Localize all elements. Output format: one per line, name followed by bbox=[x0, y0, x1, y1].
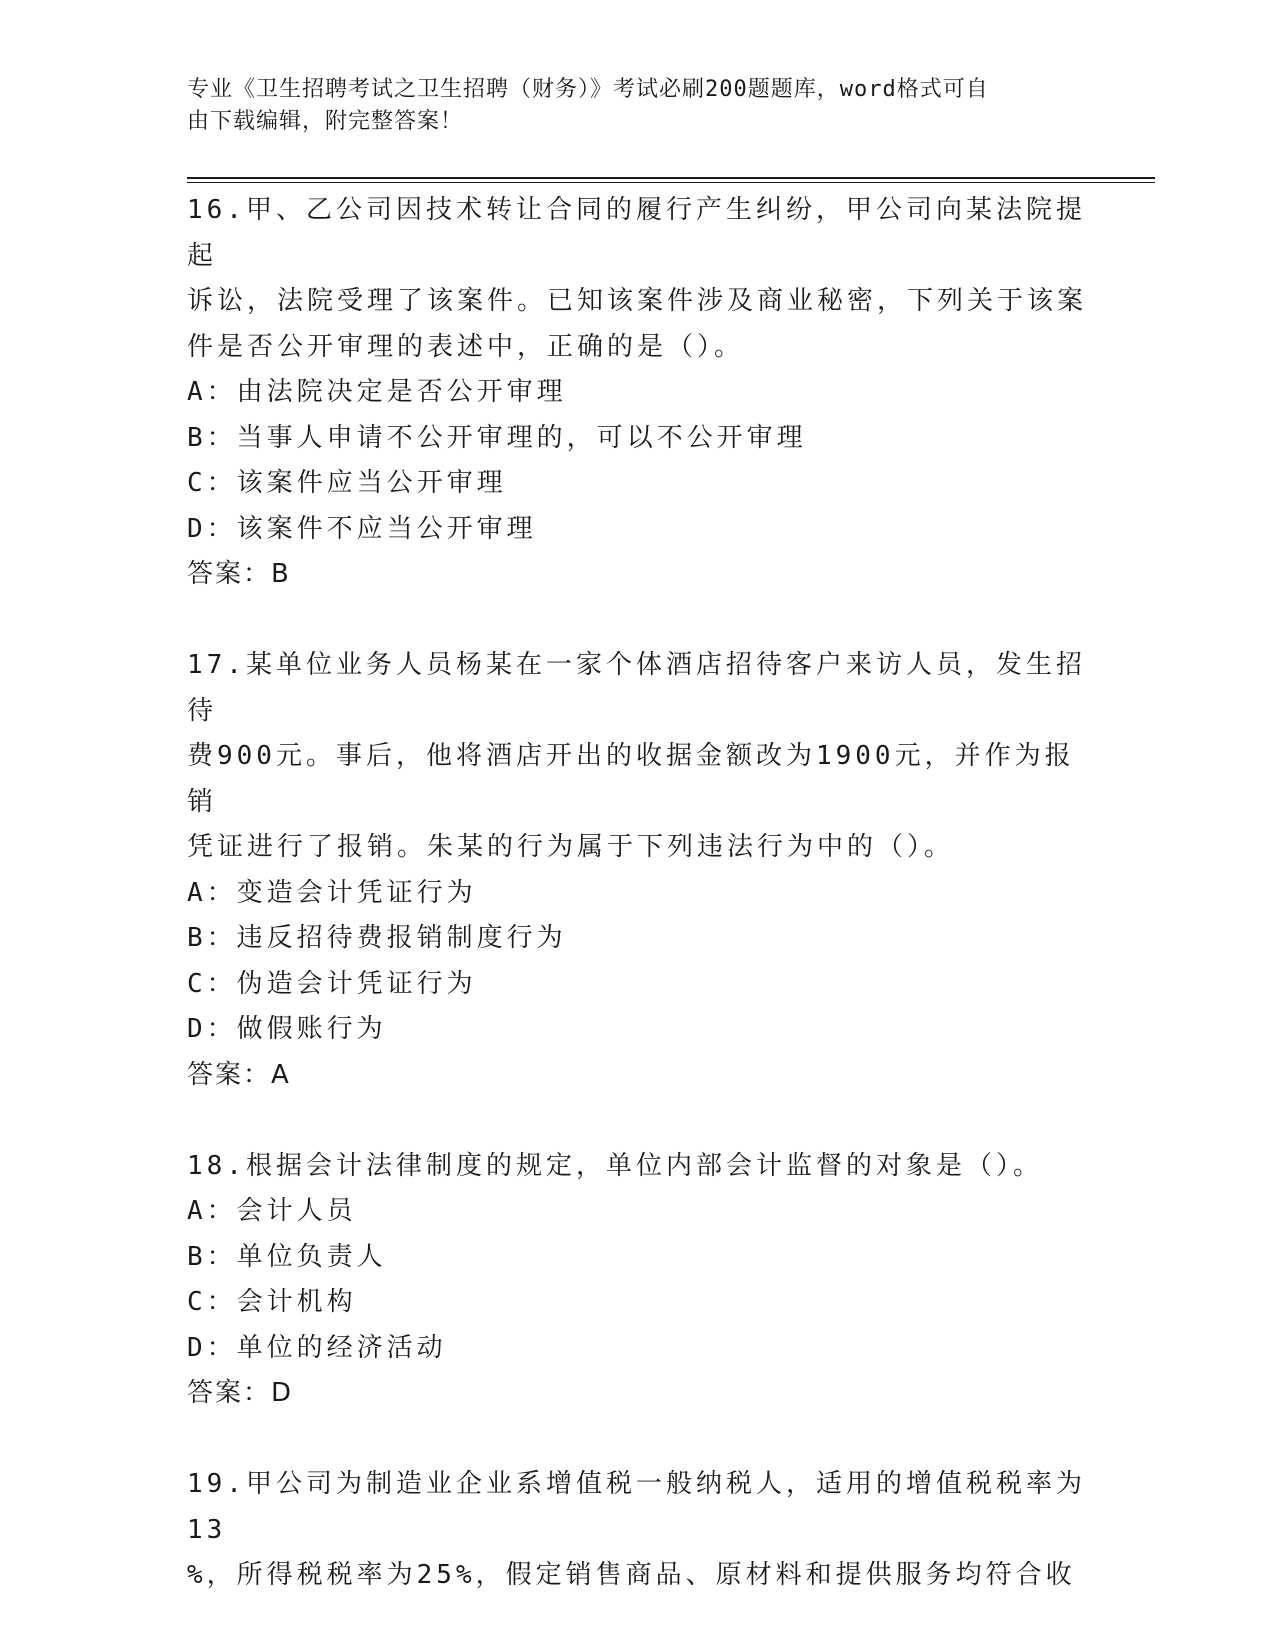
header-divider-thin bbox=[187, 182, 1155, 183]
page-header bbox=[187, 74, 1067, 138]
option-c: C：会计机构 bbox=[187, 1287, 357, 1317]
option-b: B：违反招待费报销制度行为 bbox=[187, 923, 567, 953]
option-d: D：该案件不应当公开审理 bbox=[187, 513, 537, 544]
question-spacer bbox=[187, 1417, 1087, 1463]
answer-line: 答案：D bbox=[187, 1378, 294, 1408]
question-stem-line: 凭证进行了报销。朱某的行为属于下列违法行为中的（）。 bbox=[187, 832, 955, 862]
question-17 bbox=[187, 643, 1087, 1098]
question-19 bbox=[187, 1462, 1087, 1599]
option-a: A：由法院决定是否公开审理 bbox=[187, 377, 567, 407]
option-d: D：单位的经济活动 bbox=[187, 1332, 447, 1363]
option-a: A：会计人员 bbox=[187, 1196, 357, 1226]
question-stem-line: 17.某单位业务人员杨某在一家个体酒店招待客户来访人员，发生招待 bbox=[187, 650, 1086, 726]
question-stem-line: 16.甲、乙公司因技术转让合同的履行产生纠纷，甲公司向某法院提起 bbox=[187, 195, 1086, 271]
header-divider-thick bbox=[187, 177, 1155, 179]
question-16 bbox=[187, 188, 1087, 598]
question-18 bbox=[187, 1144, 1087, 1417]
question-spacer bbox=[187, 1098, 1087, 1144]
answer-line: 答案：B bbox=[187, 559, 291, 589]
header-line-2: 由下载编辑，附完整答案！ bbox=[187, 109, 464, 134]
question-stem-line: 19.甲公司为制造业企业系增值税一般纳税人，适用的增值税税率为13 bbox=[187, 1469, 1086, 1545]
option-c: C：伪造会计凭证行为 bbox=[187, 968, 477, 999]
option-b: B：单位负责人 bbox=[187, 1241, 387, 1272]
question-stem-line: 件是否公开审理的表述中，正确的是（）。 bbox=[187, 331, 745, 362]
question-spacer bbox=[187, 598, 1087, 644]
answer-line: 答案：A bbox=[187, 1059, 291, 1090]
option-d: D：做假账行为 bbox=[187, 1014, 387, 1044]
question-stem-line: %，所得税税率为25%，假定销售商品、原材料和提供服务均符合收 bbox=[187, 1560, 1076, 1590]
question-stem-line: 诉讼，法院受理了该案件。已知该案件涉及商业秘密，下列关于该案 bbox=[187, 286, 1088, 316]
option-a: A：变造会计凭证行为 bbox=[187, 877, 477, 908]
header-line-1: 专业《卫生招聘考试之卫生招聘（财务）》考试必刷200题题库，word格式可自 bbox=[187, 77, 989, 102]
option-b: B：当事人申请不公开审理的，可以不公开审理 bbox=[187, 422, 807, 453]
question-stem-line: 费900元。事后，他将酒店开出的收据金额改为1900元，并作为报销 bbox=[187, 741, 1075, 817]
option-c: C：该案件应当公开审理 bbox=[187, 468, 507, 498]
question-list bbox=[187, 188, 1087, 1599]
question-stem-line: 18.根据会计法律制度的规定，单位内部会计监督的对象是（）。 bbox=[187, 1150, 1043, 1181]
